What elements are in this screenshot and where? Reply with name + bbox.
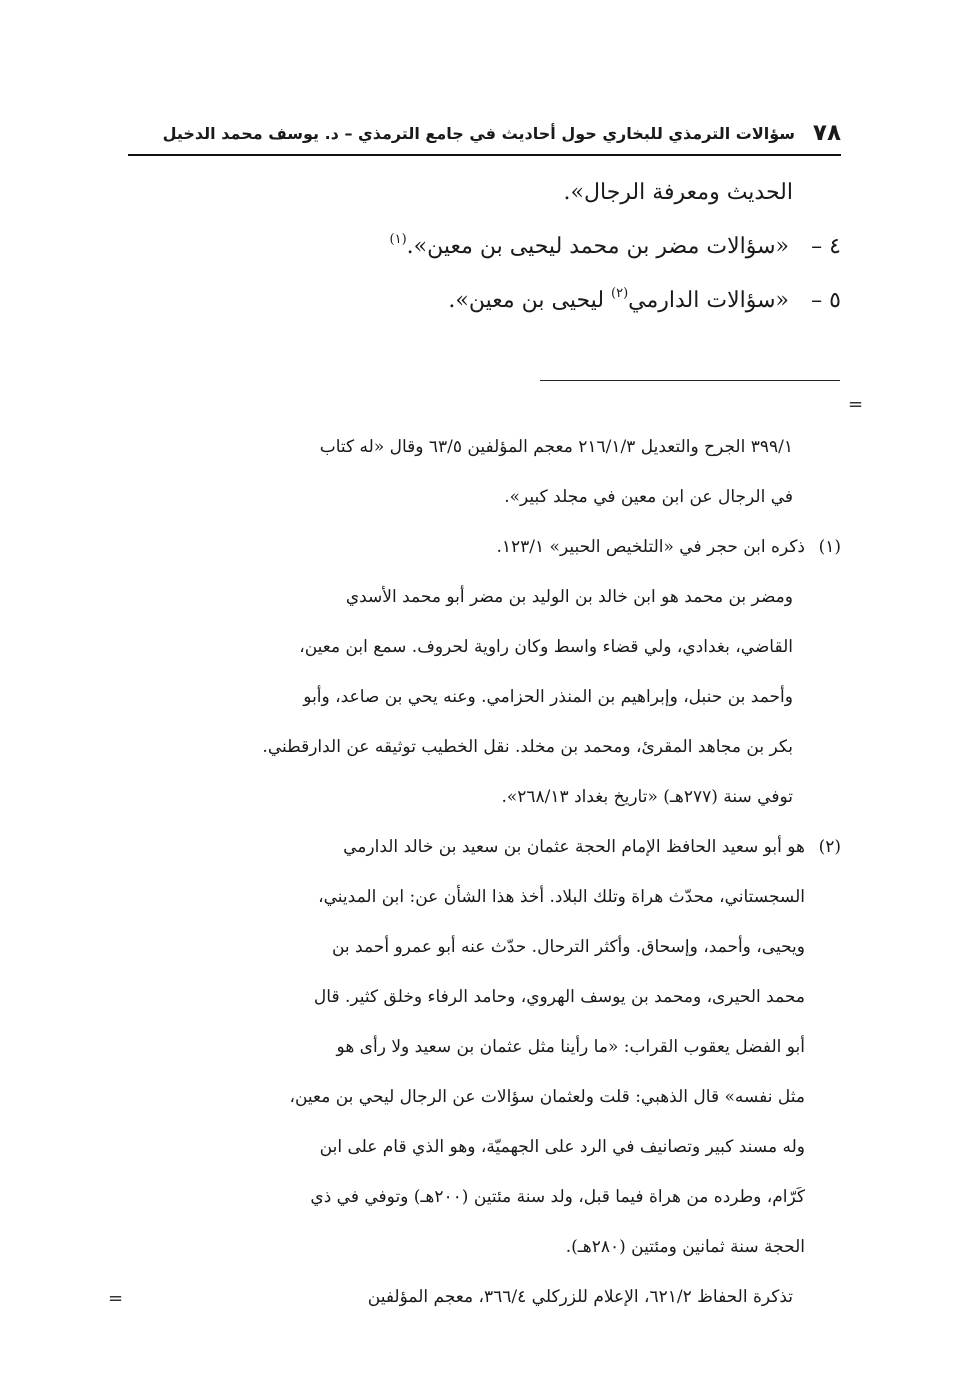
footnote-line: الحجة سنة ثمانين ومئتين (٢٨٠هـ).	[565, 1237, 805, 1257]
footnote-ref-2[interactable]: (٢)	[611, 286, 629, 301]
footnote-line: كَرّام، وطرده من هراة فيما قبل، ولد سنة مئتين (٢٠٠هـ) وتوفي في ذي	[310, 1187, 805, 1207]
list-item-text: ليحيى بن معين».	[448, 288, 612, 313]
main-text-line: الحديث ومعرفة الرجال».	[563, 180, 793, 205]
footnote-line: وله مسند كبير وتصانيف في الرد على الجهميّة، وهو الذي قام على ابن	[319, 1137, 805, 1157]
footnote-line: ومضر بن محمد هو ابن خالد بن الوليد بن مضر أبو محمد الأسدي	[345, 587, 793, 607]
footnote-line: ويحيى، وأحمد، وإسحاق. وأكثر الترحال. حدّث عنه أبو عمرو أحمد بن	[331, 937, 805, 957]
footnote-number: (١)	[818, 537, 841, 557]
list-number: ٤ –	[811, 234, 841, 259]
running-title: سؤالات الترمذي للبخاري حول أحاديث في جامع الترمذي – د. يوسف محمد الدخيل	[162, 124, 795, 143]
footnote-line: القاضي، بغدادي، ولي قضاء واسط وكان راوية لحروف. سمع ابن معين،	[299, 637, 793, 657]
footnote-line: محمد الحيرى، ومحمد بن يوسف الهروي، وحامد الرفاء وخلق كثير. قال	[313, 987, 805, 1007]
footnote-line: تذكرة الحفاظ ٦٢١/٢، الإعلام للزركلي ٣٦٦/٤، معجم المؤلفين	[367, 1287, 793, 1307]
footnote-line: ٣٩٩/١ الجرح والتعديل ٢١٦/١/٣ معجم المؤلفين ٦٣/٥ وقال «له كتاب	[319, 437, 793, 457]
page-number: ٧٨	[812, 120, 841, 146]
list-item-4	[128, 220, 841, 274]
footnote-text: ذكره ابن حجر في «التلخيص الحبير» ١٢٣/١.	[496, 537, 805, 557]
footnote-number: (٢)	[818, 837, 841, 857]
margin-mark-top: =	[848, 394, 864, 415]
footnote-separator	[540, 380, 840, 381]
main-text	[128, 166, 841, 328]
footnote-line: مثل نفسه» قال الذهبي: قلت ولعثمان سؤالات عن الرجال ليحي بن معين،	[289, 1087, 805, 1107]
list-item-text: «سؤالات مضر بن محمد ليحيى بن معين».	[406, 234, 789, 259]
footnote-line: السجستاني، محدّث هراة وتلك البلاد. أخذ هذا الشأن عن: ابن المديني،	[318, 887, 805, 907]
footnote-line: أبو الفضل يعقوب القراب: «ما رأينا مثل عثمان بن سعيد ولا رأى هو	[336, 1037, 805, 1057]
footnote-line: وأحمد بن حنبل، وإبراهيم بن المنذر الحزامي. وعنه يحي بن صاعد، وأبو	[303, 687, 793, 707]
footnote-2	[128, 822, 841, 872]
list-item-text: «سؤالات الدارمي	[628, 288, 789, 313]
footnote-line: بكر بن مجاهد المقرئ، ومحمد بن مخلد. نقل الخطيب توثيقه عن الدارقطني.	[262, 737, 793, 757]
footnotes	[128, 422, 841, 1322]
footnote-1	[128, 522, 841, 572]
footnote-text: هو أبو سعيد الحافظ الإمام الحجة عثمان بن سعيد بن خالد الدارمي	[343, 837, 805, 857]
page-header	[128, 118, 841, 156]
footnote-ref-1[interactable]: (١)	[389, 232, 407, 247]
list-number: ٥ –	[811, 288, 841, 313]
margin-mark-bottom: =	[108, 1288, 124, 1309]
list-item-5	[128, 274, 841, 328]
footnote-line: في الرجال عن ابن معين في مجلد كبير».	[504, 487, 793, 507]
footnote-line: توفي سنة (٢٧٧هـ) «تاريخ بغداد ٢٦٨/١٣».	[501, 787, 793, 807]
